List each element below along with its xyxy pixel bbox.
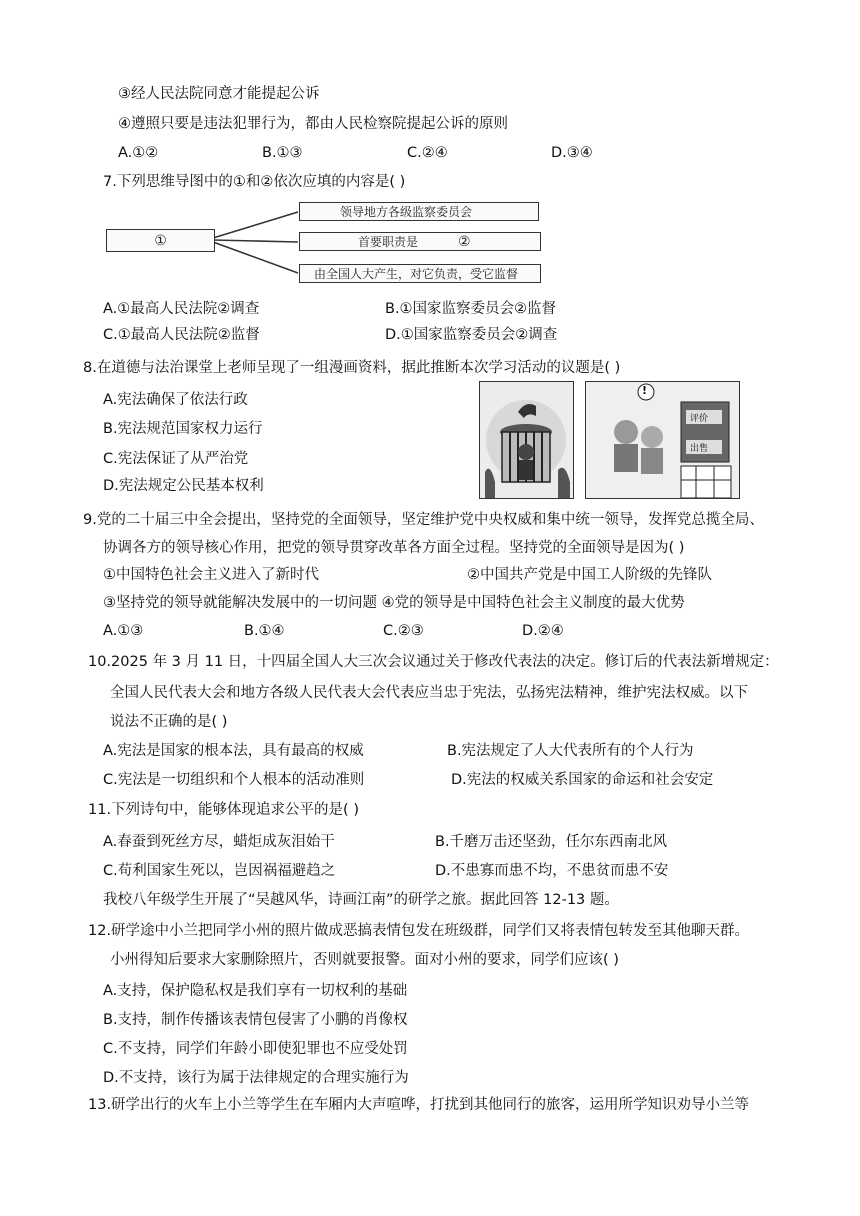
q9-option-c: C.②③ bbox=[383, 623, 424, 639]
q12-option-c: C.不支持，同学们年龄小即使犯罪也不应受处罚 bbox=[103, 1041, 408, 1057]
q9-item2: ②中国共产党是中国工人阶级的先锋队 bbox=[467, 567, 712, 583]
cartoon-sign-sale: 出售 bbox=[690, 444, 709, 454]
q9-item1: ①中国特色社会主义进入了新时代 bbox=[103, 567, 319, 583]
q10-stem-line1: 10.2025 年 3 月 11 日，十四届全国人大三次会议通过关于修改代表法的决定。修订后的代表法新增规定： bbox=[88, 654, 779, 670]
q9-option-b: B.①④ bbox=[244, 623, 285, 639]
q7-option-c: C.①最高人民法院②监督 bbox=[103, 327, 260, 343]
q6-option-a: A.①② bbox=[118, 145, 159, 161]
q12-option-d: D.不支持，该行为属于法律规定的合理实施行为 bbox=[103, 1070, 409, 1086]
q12-option-b: B.支持，制作传播该表情包侵害了小鹏的肖像权 bbox=[103, 1012, 408, 1028]
mindmap-branch-3 bbox=[299, 264, 541, 283]
q6-item3: ③经人民法院同意才能提起公诉 bbox=[118, 86, 320, 102]
q11-option-b: B.千磨万击还坚劲，任尔东西南北风 bbox=[435, 834, 668, 850]
mindmap-center-box bbox=[106, 229, 215, 252]
q7-option-b: B.①国家监察委员会②监督 bbox=[385, 301, 557, 317]
q8-option-c: C.宪法保证了从严治党 bbox=[103, 451, 249, 467]
cartoon-sign-exclaim: ! bbox=[642, 384, 648, 397]
mindmap-branch-2 bbox=[299, 232, 541, 251]
cage-illustration bbox=[480, 382, 573, 498]
q12-stem-line1: 12.研学途中小兰把同学小州的照片做成恶搞表情包发在班级群，同学们又将表情包转发至其他聊天群。 bbox=[88, 923, 750, 939]
q12-stem-line2: 小州得知后要求大家删除照片，否则就要报警。面对小州的要求，同学们应该( ) bbox=[110, 952, 619, 968]
q6-option-b: B.①③ bbox=[262, 145, 303, 161]
cartoon-power-for-sale bbox=[585, 381, 740, 499]
q10-option-b: B.宪法规定了人大代表所有的个人行为 bbox=[447, 743, 694, 759]
q11-option-c: C.苟利国家生死以，岂因祸福避趋之 bbox=[103, 863, 336, 879]
mindmap-branch-2-blank: ② bbox=[458, 233, 471, 250]
q6-item4: ④遵照只要是违法犯罪行为，都由人民检察院提起公诉的原则 bbox=[118, 116, 508, 132]
q11-stem: 11.下列诗句中，能够体现追求公平的是( ) bbox=[88, 802, 359, 818]
cartoon-power-cage bbox=[479, 381, 574, 499]
q9-stem-line2: 协调各方的领导核心作用，把党的领导贯穿改革各方面全过程。坚持党的全面领导是因为( ) bbox=[103, 540, 685, 556]
q6-option-c: C.②④ bbox=[407, 145, 448, 161]
q9-option-d: D.②④ bbox=[522, 623, 564, 639]
q8-stem: 8.在道德与法治课堂上老师呈现了一组漫画资料，据此推断本次学习活动的议题是( ) bbox=[83, 360, 621, 376]
q13-stem-line1: 13.研学出行的火车上小兰等学生在车厢内大声喧哗，打扰到其他同行的旅客，运用所学知识劝导小兰等 bbox=[88, 1097, 750, 1113]
q9-option-a: A.①③ bbox=[103, 623, 144, 639]
cartoon-sign-evaluate: 评价 bbox=[690, 414, 709, 424]
mindmap-branch-1-label: 领导地方各级监察委员会 bbox=[340, 205, 473, 219]
mindmap-center-label: ① bbox=[154, 232, 167, 249]
q9-stem-line1: 9.党的二十届三中全会提出，坚持党的全面领导，坚定维护党中央权威和集中统一领导，发挥党总揽全局、 bbox=[83, 512, 764, 528]
q9-item34: ③坚持党的领导就能解决发展中的一切问题 ④党的领导是中国特色社会主义制度的最大优势 bbox=[103, 595, 685, 611]
mindmap-branch-2-label: 首要职责是 bbox=[358, 235, 419, 249]
q8-option-b: B.宪法规范国家权力运行 bbox=[103, 421, 263, 437]
sale-illustration bbox=[586, 382, 739, 498]
q10-stem-line3: 说法不正确的是( ) bbox=[110, 714, 228, 730]
q10-option-d: D.宪法的权威关系国家的命运和社会安定 bbox=[451, 772, 714, 788]
q10-option-c: C.宪法是一切组织和个人根本的活动准则 bbox=[103, 772, 365, 788]
q7-option-d: D.①国家监察委员会②调查 bbox=[385, 327, 558, 343]
q7-stem: 7.下列思维导图中的①和②依次应填的内容是( ) bbox=[103, 174, 406, 190]
q12-option-a: A.支持，保护隐私权是我们享有一切权利的基础 bbox=[103, 983, 408, 999]
mindmap-branch-3-label: 由全国人大产生，对它负责，受它监督 bbox=[314, 267, 519, 281]
q8-option-a: A.宪法确保了依法行政 bbox=[103, 392, 248, 408]
mindmap-branch-1 bbox=[299, 202, 539, 221]
q7-option-a: A.①最高人民法院②调查 bbox=[103, 301, 260, 317]
q11-option-d: D.不患寡而患不均，不患贫而患不安 bbox=[435, 863, 669, 879]
q8-option-d: D.宪法规定公民基本权利 bbox=[103, 478, 264, 494]
q11-option-a: A.春蚕到死丝方尽，蜡炬成灰泪始干 bbox=[103, 834, 335, 850]
section-intro-12-13: 我校八年级学生开展了“吴越风华，诗画江南”的研学之旅。据此回答 12-13 题。 bbox=[103, 892, 619, 908]
q10-option-a: A.宪法是国家的根本法，具有最高的权威 bbox=[103, 743, 364, 759]
q10-stem-line2: 全国人民代表大会和地方各级人民代表大会代表应当忠于宪法，弘扬宪法精神，维护宪法权威。以下 bbox=[110, 685, 748, 701]
q6-option-d: D.③④ bbox=[551, 145, 593, 161]
